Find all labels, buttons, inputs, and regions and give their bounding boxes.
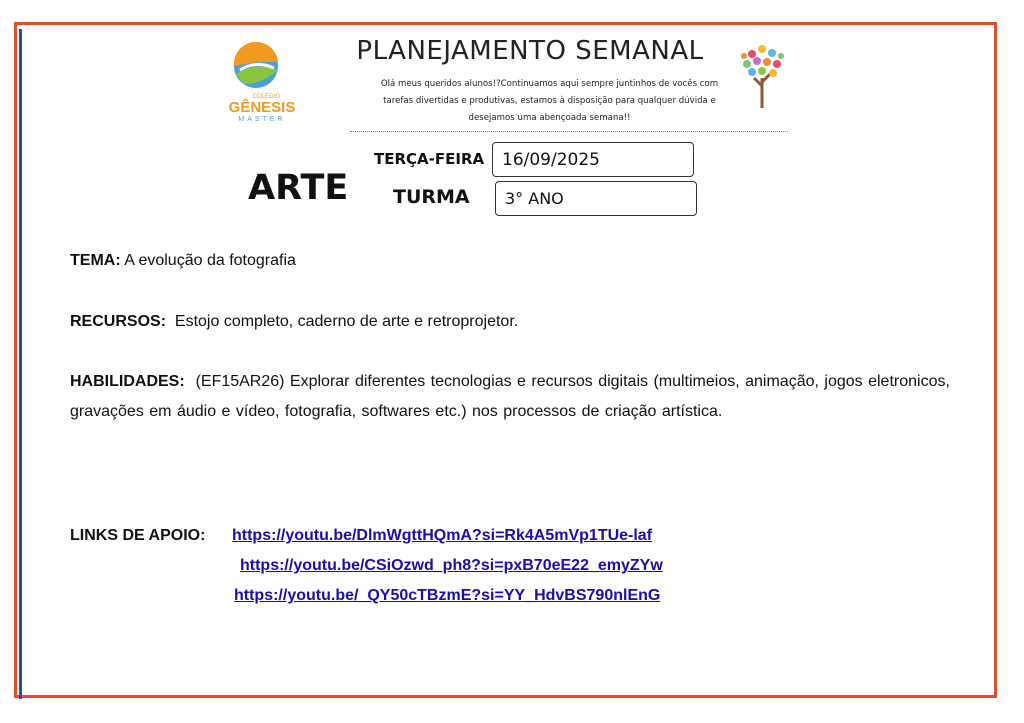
logo-text-genesis: GÊNESIS [228, 99, 296, 116]
recursos-text: Estojo completo, caderno de arte e retroprojetor. [166, 313, 519, 330]
header-divider [350, 131, 788, 132]
tema-text: A evolução da fotografia [120, 252, 296, 269]
school-logo-icon [222, 40, 304, 124]
support-link-1[interactable]: https://youtu.be/DlmWgttHQmA?si=Rk4A5mVp1TUe-laf [232, 527, 653, 544]
recursos-section [70, 307, 960, 337]
subject-title: ARTE [248, 168, 349, 208]
colorful-tree-icon [738, 40, 788, 110]
links-label: LINKS DE APOIO: [70, 527, 206, 544]
class-field [495, 181, 697, 216]
tema-label: TEMA: [70, 252, 121, 269]
habilidades-section [70, 367, 960, 427]
support-link-3[interactable]: https://youtu.be/_QY50cTBzmE?si=YY_HdvBS790nlEnG [234, 587, 661, 604]
date-field [492, 142, 694, 177]
intro-text: Olá meus queridos alunos!?Continuamos aqui sempre juntinhos de vocês com tarefas divertidas e produtivas, estamos à disposição para qualquer dúvida e desejamos uma abençoada semana!! [380, 79, 719, 123]
logo-text-colegio: COLÉGIO [252, 94, 280, 100]
support-link-2[interactable]: https://youtu.be/CSiOzwd_ph8?si=pxB70eE22_emyZYw [240, 557, 663, 574]
page-frame-accent [19, 29, 22, 699]
class-label: TURMA [393, 186, 470, 208]
tema-section [70, 246, 960, 276]
page-title: PLANEJAMENTO SEMANAL [356, 36, 704, 66]
date-value: 16/09/2025 [502, 149, 600, 170]
day-label: TERÇA-FEIRA [374, 150, 485, 168]
recursos-label: RECURSOS: [70, 313, 167, 330]
logo-text-master: MASTER [238, 116, 286, 123]
class-value: 3° ANO [505, 189, 564, 208]
habilidades-text: (EF15AR26) Explorar diferentes tecnologias e recursos digitais (multimeios, animação, jogos eletronicos, gravações em áudio e vídeo, fotografia, softwares etc.) nos processos de criação artística. [70, 373, 956, 420]
habilidades-label: HABILIDADES: [70, 373, 185, 390]
